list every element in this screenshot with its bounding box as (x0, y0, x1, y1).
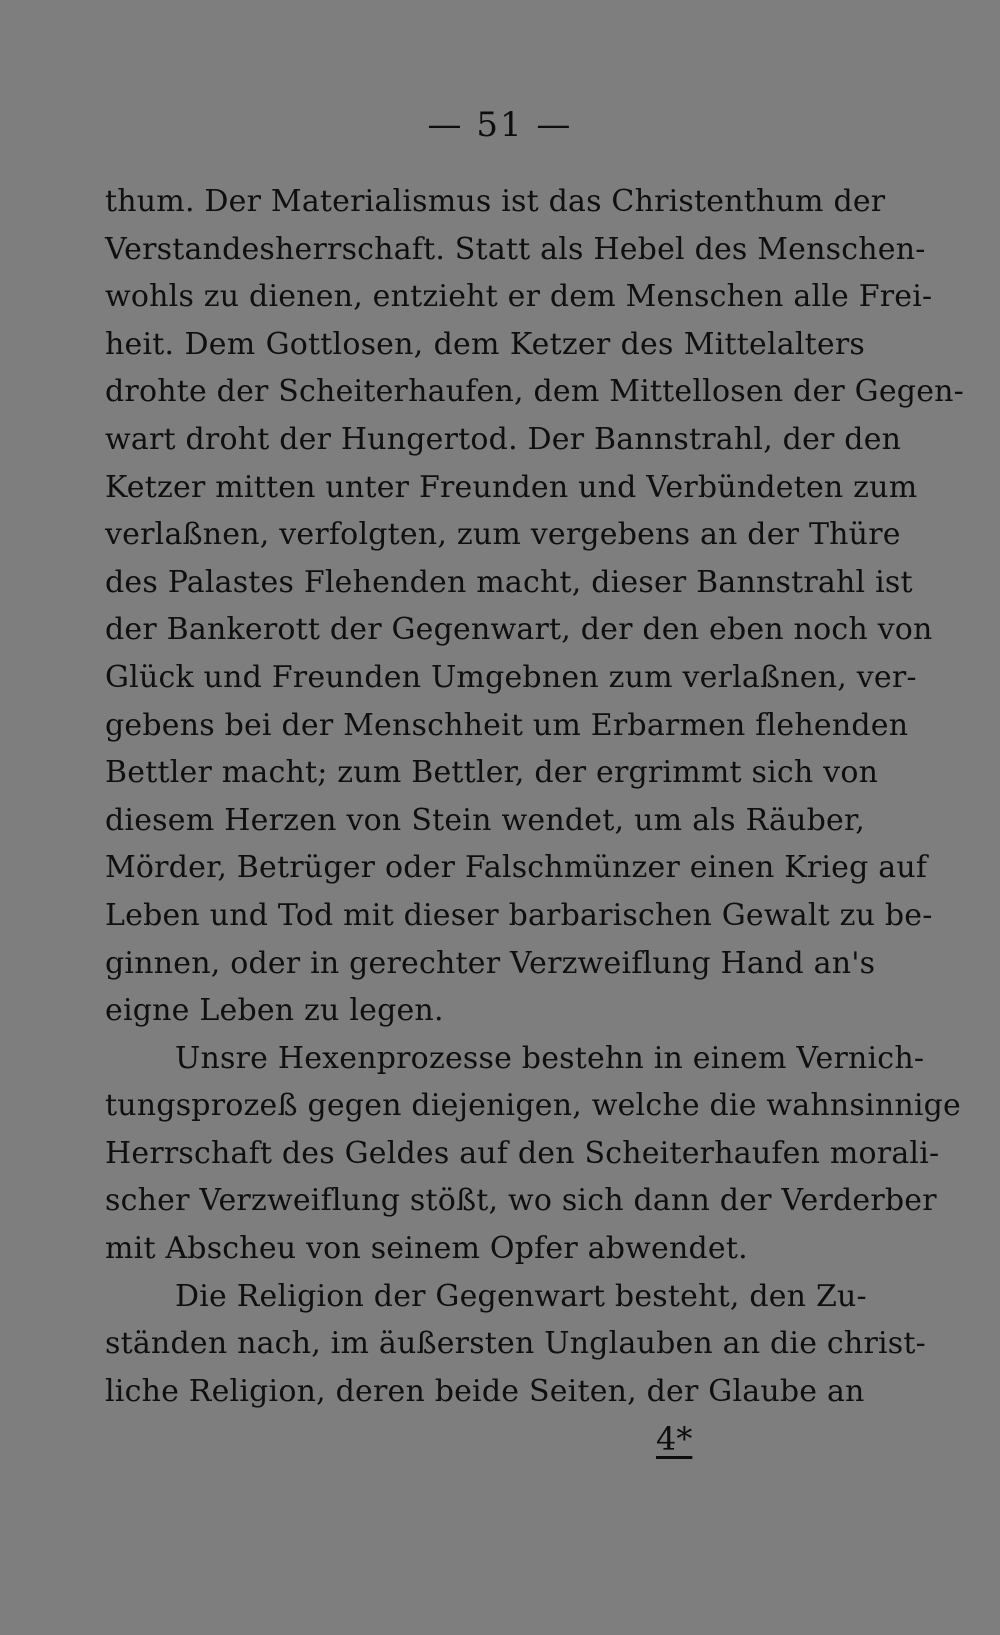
text-line: mit Abscheu von seinem Opfer abwendet. (105, 1231, 748, 1267)
text-line: ständen nach, im äußersten Unglauben an die christ- (105, 1326, 926, 1362)
text-line: tungsprozeß gegen diejenigen, welche die wahnsinnige (105, 1088, 962, 1124)
signature-mark: 4* (656, 1420, 693, 1458)
text-line: der Bankerott der Gegenwart, der den eben noch von (105, 612, 933, 648)
text-line: eigne Leben zu legen. (105, 993, 444, 1029)
text-line: drohte der Scheiterhaufen, dem Mittellosen der Gegen- (105, 374, 965, 410)
text-line: wart droht der Hungertod. Der Bannstrahl, der den (105, 421, 902, 457)
text-line: Leben und Tod mit dieser barbarischen Gewalt zu be- (105, 897, 933, 933)
text-line: verlaßnen, verfolgten, zum vergebens an der Thüre (105, 517, 901, 553)
text-line: Glück und Freunden Umgebnen zum verlaßnen, ver- (105, 659, 917, 695)
text-line: scher Verzweiflung stößt, wo sich dann der Verderber (105, 1183, 937, 1219)
text-line: Ketzer mitten unter Freunden und Verbündeten zum (105, 469, 918, 505)
text-line: ginnen, oder in gerechter Verzweiflung Hand an's (105, 945, 876, 981)
text-line: gebens bei der Menschheit um Erbarmen flehenden (105, 707, 909, 743)
text-line: Bettler macht; zum Bettler, der ergrimmt sich von (105, 755, 879, 791)
text-line: thum. Der Materialismus ist das Christenthum der (105, 184, 886, 219)
text-line: Mörder, Betrüger oder Falschmünzer einen Krieg auf (105, 850, 928, 886)
text-line: diesem Herzen von Stein wendet, um als Räuber, (105, 802, 865, 838)
text-line: liche Religion, deren beide Seiten, der Glaube an (105, 1373, 865, 1409)
text-line: Herrschaft des Geldes auf den Scheiterhaufen morali- (105, 1135, 940, 1171)
page-number: — 51 — (427, 105, 573, 145)
text-line: heit. Dem Gottlosen, dem Ketzer des Mittelalters (105, 326, 865, 362)
text-line: Die Religion der Gegenwart besteht, den Zu- (175, 1278, 867, 1314)
text-line: Verstandesherrschaft. Statt als Hebel des Menschen- (105, 231, 926, 267)
text-line: Unsre Hexenprozesse bestehn in einem Vernich- (175, 1040, 925, 1076)
body-text (105, 178, 965, 1415)
text-line: des Palastes Flehenden macht, dieser Bannstrahl ist (105, 564, 913, 600)
text-line: wohls zu dienen, entzieht er dem Menschen alle Frei- (105, 279, 933, 315)
